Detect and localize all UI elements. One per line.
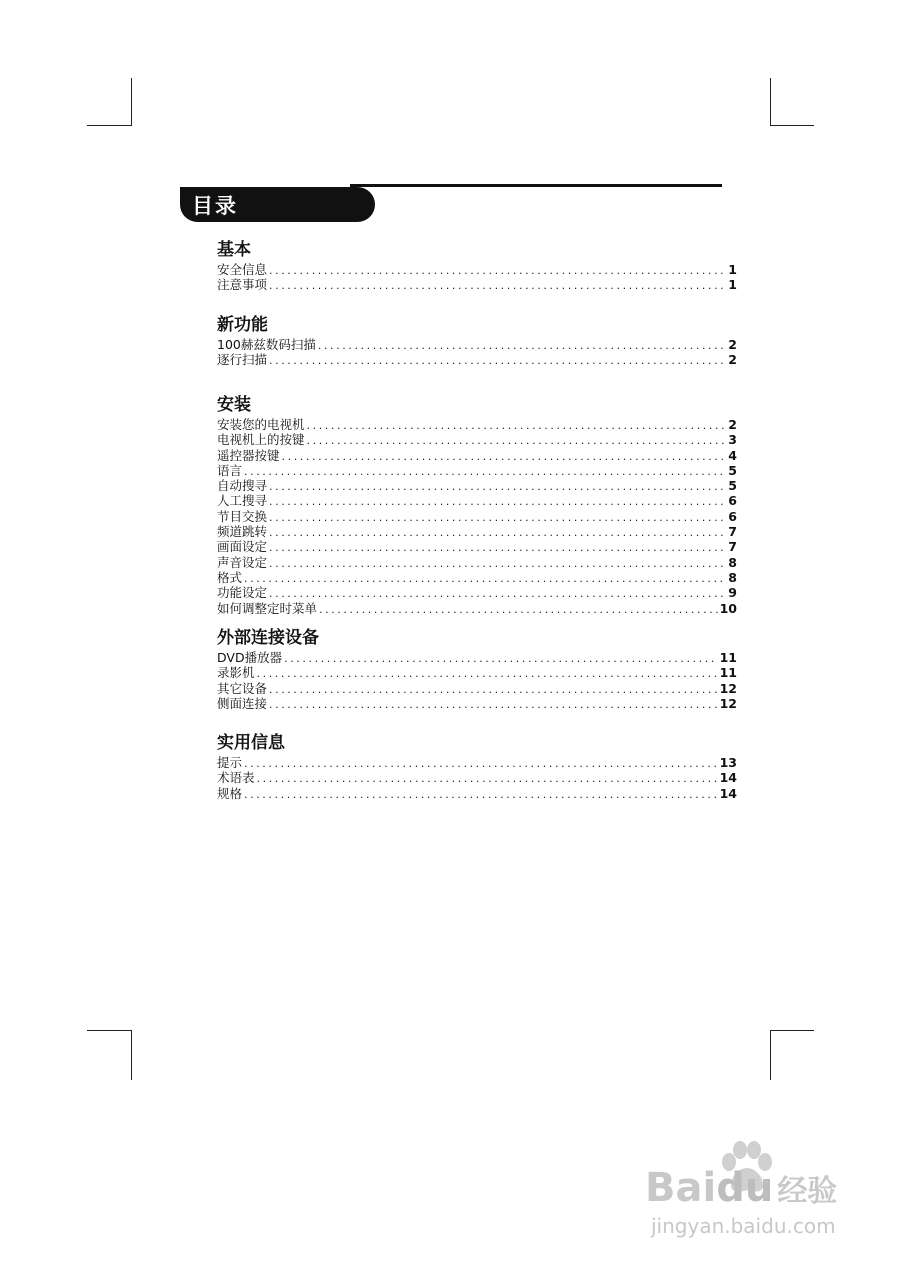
- toc-entry-label: 提示: [217, 755, 243, 770]
- toc-entry: [217, 555, 737, 570]
- toc-entry: [217, 448, 737, 463]
- toc-entry: [217, 755, 737, 770]
- toc-section: [217, 393, 737, 616]
- toc-entry-page: 2: [728, 337, 737, 352]
- section-heading: 安装: [217, 395, 251, 415]
- toc-entry-page: 10: [719, 600, 737, 616]
- toc-entry-label: 功能设定: [217, 585, 268, 601]
- dot-leader: [269, 682, 718, 697]
- toc-entry: [217, 277, 737, 292]
- dot-leader: [269, 263, 726, 278]
- toc-entry-page: 6: [728, 508, 737, 524]
- dot-leader: [269, 586, 726, 601]
- toc-entry-label: 安装您的电视机: [217, 417, 305, 432]
- dot-leader: [269, 510, 726, 525]
- dot-leader: [269, 353, 726, 368]
- toc-entry-label: 其它设备: [217, 680, 268, 696]
- toc-entry: [217, 262, 737, 277]
- toc-entry-label: 人工搜寻: [217, 493, 268, 509]
- toc-entry-label: 遥控器按键: [217, 447, 280, 463]
- dot-leader: [269, 525, 726, 540]
- section-heading: 实用信息: [217, 733, 285, 753]
- toc-entry-page: 7: [728, 539, 737, 555]
- toc-entry-page: 7: [728, 524, 737, 540]
- dot-leader: [244, 571, 726, 586]
- toc-entry-label: 声音设定: [217, 554, 268, 570]
- toc-entry-page: 13: [719, 755, 737, 770]
- toc-entry: [217, 665, 737, 680]
- toc-entry-label: 画面设定: [217, 539, 268, 555]
- dot-leader: [307, 418, 727, 433]
- page-title: 目录: [180, 187, 375, 222]
- crop-mark-tl-h: [87, 125, 131, 126]
- toc-section: [217, 238, 737, 293]
- toc-section: [217, 313, 737, 368]
- dot-leader: [318, 338, 726, 353]
- toc-entry-label: 语言: [217, 462, 243, 478]
- toc-entry: [217, 770, 737, 785]
- toc-entry: [217, 539, 737, 554]
- dot-leader: [269, 494, 726, 509]
- toc-entry: [217, 585, 737, 600]
- dot-leader: [269, 479, 726, 494]
- logo-part-a: Bai: [645, 1165, 717, 1211]
- toc-entry-page: 1: [728, 262, 737, 277]
- toc-entry-label: 注意事项: [217, 277, 268, 293]
- toc-entry-label: 规格: [217, 785, 243, 801]
- toc-entry-page: 6: [728, 493, 737, 509]
- dot-leader: [269, 278, 726, 293]
- dot-leader: [269, 540, 726, 555]
- toc-entry: [217, 786, 737, 801]
- dot-leader: [257, 771, 718, 786]
- dot-leader: [244, 464, 726, 479]
- toc-entry-label: 格式: [217, 569, 243, 585]
- crop-mark-tr-h: [770, 125, 814, 126]
- toc-entry-page: 2: [728, 417, 737, 432]
- toc-entry-label: 侧面连接: [217, 695, 268, 711]
- baidu-logo: [645, 1165, 837, 1211]
- crop-mark-bl-h: [87, 1030, 131, 1031]
- toc-entry-label: 安全信息: [217, 262, 268, 277]
- toc-entry-label: 录影机: [217, 665, 255, 681]
- toc-entry: [217, 417, 737, 432]
- toc-entry-page: 8: [728, 554, 737, 570]
- toc-entry-label: 电视机上的按键: [217, 432, 305, 448]
- toc-entry-page: 3: [728, 432, 737, 448]
- crop-mark-br-h: [770, 1030, 814, 1031]
- toc-entry-label: 节目交换: [217, 508, 268, 524]
- toc-entry-page: 12: [719, 695, 737, 711]
- dot-leader: [282, 449, 727, 464]
- toc-entry-page: 14: [719, 785, 737, 801]
- toc-entry-page: 8: [728, 569, 737, 585]
- dot-leader: [244, 787, 718, 802]
- toc-entry: [217, 570, 737, 585]
- toc-entry: [217, 463, 737, 478]
- logo-part-b: du: [716, 1165, 774, 1211]
- toc-entry-page: 5: [728, 478, 737, 494]
- section-heading: 新功能: [217, 315, 268, 335]
- toc-entry-label: 术语表: [217, 770, 255, 786]
- crop-mark-bl-v: [131, 1030, 132, 1080]
- toc-entry-page: 5: [728, 462, 737, 478]
- toc-entry-page: 11: [719, 665, 737, 681]
- toc-entry-page: 9: [728, 585, 737, 601]
- dot-leader: [269, 556, 726, 571]
- dot-leader: [284, 651, 718, 666]
- baidu-watermark: [645, 1140, 865, 1240]
- toc-entry-page: 2: [728, 352, 737, 368]
- toc-entry-label: 100赫兹数码扫描: [217, 337, 316, 352]
- crop-mark-tl-v: [131, 78, 132, 126]
- toc-entry-label: 自动搜寻: [217, 478, 268, 494]
- toc-entry-page: 1: [728, 277, 737, 293]
- header-rule: [350, 184, 722, 187]
- toc-entry-label: 如何调整定时菜单: [217, 600, 318, 616]
- toc-entry: [217, 478, 737, 493]
- dot-leader: [307, 433, 727, 448]
- dot-leader: [319, 602, 718, 617]
- toc-entry: [217, 352, 737, 367]
- toc-entry-page: 12: [719, 680, 737, 696]
- toc-entry-label: 逐行扫描: [217, 352, 268, 368]
- toc-entry: [217, 493, 737, 508]
- toc-section: [217, 626, 737, 711]
- dot-leader: [257, 666, 718, 681]
- toc-entry-page: 11: [719, 650, 737, 665]
- section-heading: 外部连接设备: [217, 628, 319, 648]
- logo-part-c: 经验: [777, 1174, 838, 1209]
- toc-entry-label: DVD播放器: [217, 650, 283, 665]
- toc-entry: [217, 432, 737, 447]
- toc-entry: [217, 650, 737, 665]
- toc-section: [217, 731, 737, 801]
- toc-entry-page: 14: [719, 770, 737, 786]
- crop-mark-tr-v: [770, 78, 771, 126]
- toc-entry: [217, 509, 737, 524]
- crop-mark-br-v: [770, 1030, 771, 1080]
- watermark-url: jingyan.baidu.com: [651, 1214, 836, 1238]
- dot-leader: [269, 697, 718, 712]
- toc-entry-label: 频道跳转: [217, 524, 268, 540]
- dot-leader: [244, 756, 718, 771]
- toc-entry: [217, 696, 737, 711]
- toc-entry-page: 4: [728, 447, 737, 463]
- toc-entry: [217, 601, 737, 616]
- toc-entry: [217, 681, 737, 696]
- toc-entry: [217, 337, 737, 352]
- section-heading: 基本: [217, 240, 251, 260]
- toc-entry: [217, 524, 737, 539]
